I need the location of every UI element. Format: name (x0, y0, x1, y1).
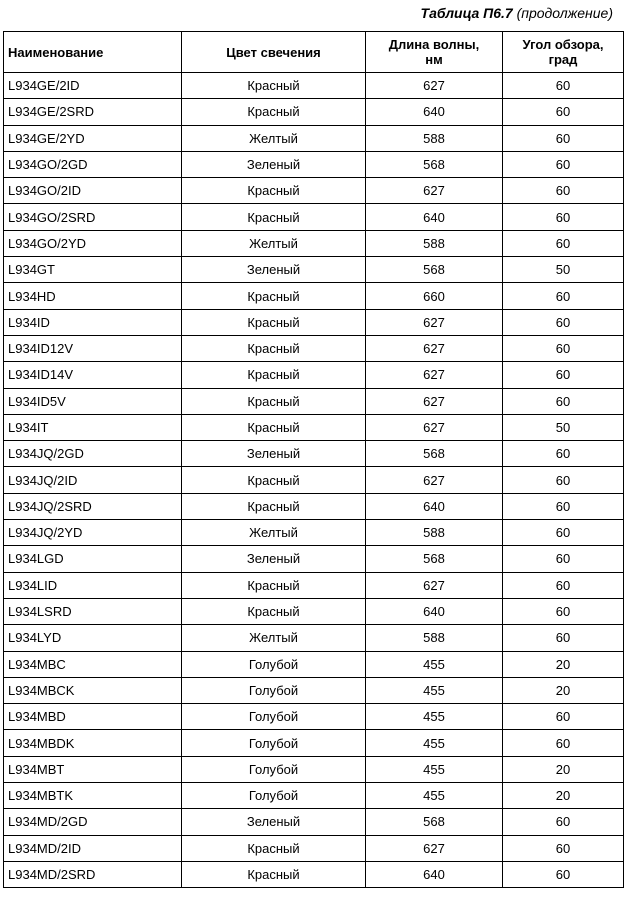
cell-name: L934MBCK (4, 677, 182, 703)
table-row (4, 230, 624, 256)
table-row (4, 441, 624, 467)
table-row (4, 178, 624, 204)
cell-wavelength: 568 (366, 546, 503, 572)
cell-wavelength: 627 (366, 388, 503, 414)
table-row (4, 625, 624, 651)
cell-color: Красный (182, 362, 366, 388)
cell-angle: 60 (503, 388, 624, 414)
cell-name: L934MBDK (4, 730, 182, 756)
table-row (4, 598, 624, 624)
cell-wavelength: 640 (366, 861, 503, 887)
cell-name: L934JQ/2GD (4, 441, 182, 467)
cell-wavelength: 627 (366, 178, 503, 204)
table-row (4, 756, 624, 782)
cell-color: Желтый (182, 230, 366, 256)
cell-name: L934IT (4, 414, 182, 440)
cell-name: L934MBD (4, 704, 182, 730)
cell-angle: 60 (503, 809, 624, 835)
table-row (4, 99, 624, 125)
cell-angle: 60 (503, 572, 624, 598)
cell-angle: 20 (503, 756, 624, 782)
cell-angle: 50 (503, 257, 624, 283)
cell-angle: 60 (503, 625, 624, 651)
cell-name: L934JQ/2SRD (4, 493, 182, 519)
cell-wavelength: 568 (366, 151, 503, 177)
header-angle (503, 32, 624, 73)
header-angle-line2: град (548, 52, 578, 67)
cell-wavelength: 588 (366, 125, 503, 151)
cell-angle: 60 (503, 730, 624, 756)
table-row (4, 257, 624, 283)
cell-wavelength: 640 (366, 99, 503, 125)
cell-angle: 60 (503, 73, 624, 99)
cell-color: Красный (182, 335, 366, 361)
cell-name: L934JQ/2YD (4, 520, 182, 546)
table-caption-note: (продолжение) (516, 5, 613, 21)
header-wavelength-line1: Длина волны, (388, 37, 480, 52)
cell-angle: 60 (503, 335, 624, 361)
table-row (4, 651, 624, 677)
cell-angle: 60 (503, 441, 624, 467)
cell-name: L934GO/2GD (4, 151, 182, 177)
cell-name: L934ID5V (4, 388, 182, 414)
cell-name: L934LGD (4, 546, 182, 572)
cell-wavelength: 627 (366, 835, 503, 861)
cell-color: Голубой (182, 677, 366, 703)
cell-wavelength: 640 (366, 598, 503, 624)
cell-wavelength: 455 (366, 704, 503, 730)
cell-color: Зеленый (182, 257, 366, 283)
table-row (4, 151, 624, 177)
cell-color: Красный (182, 73, 366, 99)
cell-name: L934JQ/2ID (4, 467, 182, 493)
cell-color: Красный (182, 283, 366, 309)
table-row (4, 809, 624, 835)
cell-color: Голубой (182, 756, 366, 782)
cell-name: L934ID (4, 309, 182, 335)
header-row (4, 32, 624, 73)
cell-color: Красный (182, 99, 366, 125)
cell-angle: 60 (503, 598, 624, 624)
cell-wavelength: 455 (366, 730, 503, 756)
cell-wavelength: 660 (366, 283, 503, 309)
cell-color: Красный (182, 204, 366, 230)
cell-angle: 20 (503, 677, 624, 703)
cell-wavelength: 568 (366, 257, 503, 283)
cell-wavelength: 640 (366, 493, 503, 519)
cell-angle: 60 (503, 309, 624, 335)
cell-wavelength: 640 (366, 204, 503, 230)
cell-angle: 60 (503, 493, 624, 519)
table-row (4, 335, 624, 361)
cell-name: L934GO/2ID (4, 178, 182, 204)
cell-name: L934GE/2ID (4, 73, 182, 99)
cell-color: Голубой (182, 783, 366, 809)
cell-wavelength: 588 (366, 230, 503, 256)
table-row (4, 520, 624, 546)
cell-angle: 60 (503, 861, 624, 887)
cell-name: L934GE/2SRD (4, 99, 182, 125)
cell-name: L934MD/2SRD (4, 861, 182, 887)
cell-angle: 60 (503, 204, 624, 230)
cell-name: L934LYD (4, 625, 182, 651)
cell-angle: 60 (503, 704, 624, 730)
cell-color: Красный (182, 414, 366, 440)
cell-name: L934ID14V (4, 362, 182, 388)
cell-angle: 60 (503, 230, 624, 256)
cell-angle: 50 (503, 414, 624, 440)
table-header (4, 32, 624, 73)
cell-angle: 60 (503, 362, 624, 388)
cell-wavelength: 627 (366, 309, 503, 335)
table-row (4, 572, 624, 598)
cell-wavelength: 588 (366, 520, 503, 546)
cell-angle: 60 (503, 835, 624, 861)
cell-color: Желтый (182, 520, 366, 546)
cell-name: L934LID (4, 572, 182, 598)
cell-wavelength: 455 (366, 783, 503, 809)
cell-color: Красный (182, 467, 366, 493)
table-row (4, 493, 624, 519)
table-row (4, 283, 624, 309)
cell-name: L934GO/2YD (4, 230, 182, 256)
header-angle-line1: Угол обзора, (522, 37, 604, 52)
header-name: Наименование (4, 32, 182, 73)
cell-name: L934GE/2YD (4, 125, 182, 151)
table-row (4, 125, 624, 151)
cell-color: Зеленый (182, 151, 366, 177)
header-wavelength-line2: нм (425, 52, 443, 67)
cell-wavelength: 627 (366, 414, 503, 440)
cell-wavelength: 455 (366, 756, 503, 782)
table-row (4, 414, 624, 440)
table-row (4, 204, 624, 230)
cell-wavelength: 627 (366, 572, 503, 598)
cell-color: Желтый (182, 125, 366, 151)
cell-name: L934ID12V (4, 335, 182, 361)
cell-angle: 60 (503, 125, 624, 151)
cell-name: L934LSRD (4, 598, 182, 624)
cell-color: Красный (182, 309, 366, 335)
header-color: Цвет свечения (182, 32, 366, 73)
cell-name: L934MBT (4, 756, 182, 782)
table-row (4, 704, 624, 730)
cell-angle: 60 (503, 178, 624, 204)
cell-color: Красный (182, 835, 366, 861)
cell-angle: 60 (503, 283, 624, 309)
cell-wavelength: 568 (366, 809, 503, 835)
table-caption (421, 5, 613, 21)
cell-wavelength: 627 (366, 73, 503, 99)
cell-wavelength: 568 (366, 441, 503, 467)
table-row (4, 730, 624, 756)
cell-wavelength: 627 (366, 362, 503, 388)
cell-wavelength: 588 (366, 625, 503, 651)
table-row (4, 467, 624, 493)
table-row (4, 362, 624, 388)
table-row (4, 783, 624, 809)
table-body (4, 73, 624, 888)
cell-angle: 60 (503, 520, 624, 546)
cell-color: Красный (182, 598, 366, 624)
cell-color: Голубой (182, 730, 366, 756)
cell-color: Зеленый (182, 546, 366, 572)
table-row (4, 677, 624, 703)
cell-wavelength: 627 (366, 335, 503, 361)
cell-name: L934MBC (4, 651, 182, 677)
led-parameters-table (3, 31, 624, 888)
table-caption-label: Таблица П6.7 (420, 5, 513, 21)
cell-name: L934MD/2GD (4, 809, 182, 835)
table-row (4, 73, 624, 99)
table-row (4, 861, 624, 887)
table-row (4, 309, 624, 335)
cell-color: Желтый (182, 625, 366, 651)
cell-angle: 60 (503, 546, 624, 572)
cell-color: Красный (182, 388, 366, 414)
cell-wavelength: 455 (366, 677, 503, 703)
cell-angle: 60 (503, 467, 624, 493)
header-wavelength (366, 32, 503, 73)
cell-wavelength: 455 (366, 651, 503, 677)
cell-name: L934GO/2SRD (4, 204, 182, 230)
cell-angle: 20 (503, 783, 624, 809)
cell-color: Красный (182, 572, 366, 598)
table-row (4, 388, 624, 414)
cell-name: L934MBTK (4, 783, 182, 809)
cell-wavelength: 627 (366, 467, 503, 493)
cell-color: Голубой (182, 704, 366, 730)
cell-color: Голубой (182, 651, 366, 677)
cell-color: Зеленый (182, 441, 366, 467)
cell-name: L934GT (4, 257, 182, 283)
table-row (4, 835, 624, 861)
cell-angle: 20 (503, 651, 624, 677)
cell-color: Красный (182, 493, 366, 519)
cell-name: L934HD (4, 283, 182, 309)
cell-color: Красный (182, 178, 366, 204)
cell-color: Красный (182, 861, 366, 887)
cell-angle: 60 (503, 99, 624, 125)
table-row (4, 546, 624, 572)
cell-color: Зеленый (182, 809, 366, 835)
cell-name: L934MD/2ID (4, 835, 182, 861)
cell-angle: 60 (503, 151, 624, 177)
